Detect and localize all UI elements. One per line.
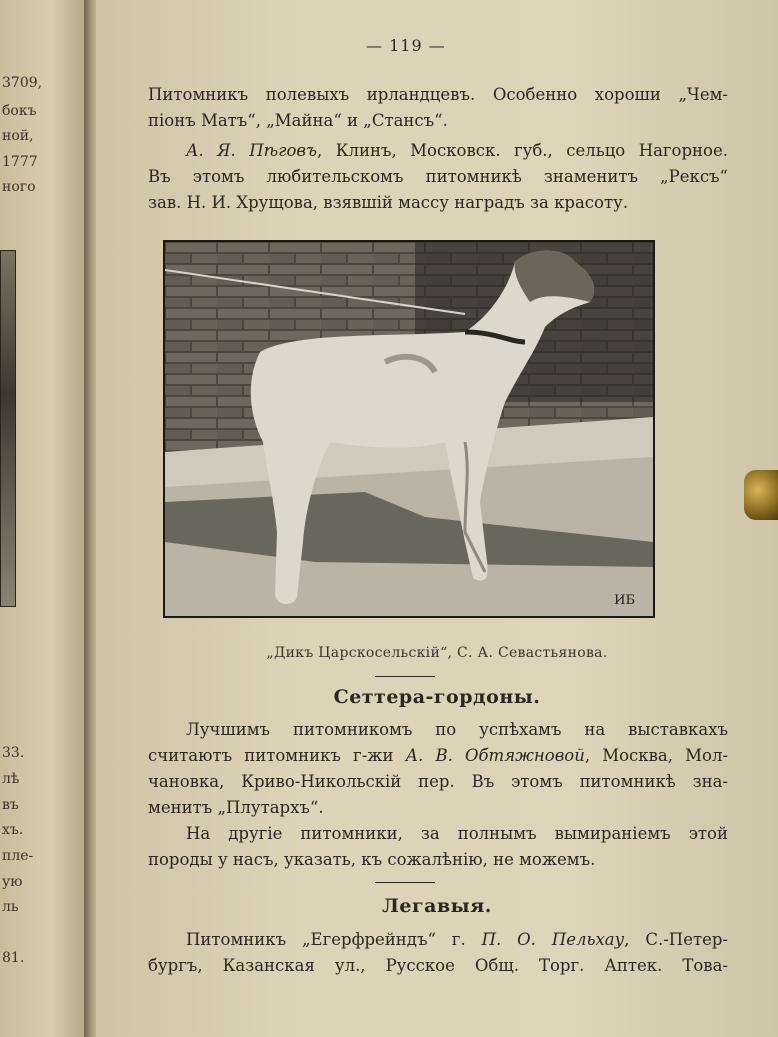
left-page-text: 3709, xyxy=(2,75,43,91)
paragraph-pegov-kennel xyxy=(148,138,728,216)
left-page-text: ль xyxy=(2,899,19,915)
text-line xyxy=(148,927,728,953)
left-page-text: въ xyxy=(2,797,19,813)
paragraph-pointers xyxy=(148,927,728,979)
text-fragment: , Москва, Мол- xyxy=(584,746,729,765)
text-line xyxy=(148,743,728,769)
left-page-text: 1777 xyxy=(2,154,38,170)
paragraph-gordon-setters xyxy=(148,717,728,873)
dog-photograph xyxy=(163,240,655,618)
left-page-text: ую xyxy=(2,874,23,890)
book-page xyxy=(96,0,778,1037)
photo-caption: „Дикъ Царскосельскій“, С. А. Севастьянова. xyxy=(266,645,608,661)
left-page-text: 33. xyxy=(2,745,25,761)
text-line: Лучшимъ питомникомъ по успѣхамъ на выставкахъ xyxy=(186,720,728,739)
section-heading-gordon-setters: Сеттера-гордоны. xyxy=(333,686,541,708)
left-page-text: ного xyxy=(2,179,36,195)
left-page-text: хъ. xyxy=(2,822,24,838)
breeder-name: П. О. Пельхау xyxy=(481,930,625,949)
text-line: Питомникъ полевыхъ ирландцевъ. Особенно хороши „Чем- xyxy=(148,85,728,104)
left-page-photo-edge xyxy=(0,250,16,607)
text-line: піонъ Матъ“, „Майна“ и „Стансъ“. xyxy=(148,111,448,130)
breeder-name: А. В. Обтяжновой xyxy=(405,746,585,765)
text-line: зав. Н. И. Хрущова, взявшій массу наградъ за красоту. xyxy=(148,193,629,212)
text-fragment: , Клинъ, Московск. губ., сельцо Нагорное. xyxy=(317,141,728,160)
text-line: менитъ „Плутархъ“. xyxy=(148,798,324,817)
divider xyxy=(375,676,435,677)
setter-dog-image xyxy=(165,242,653,616)
left-page-text: 81. xyxy=(2,950,25,966)
divider xyxy=(375,882,435,883)
left-page xyxy=(0,0,84,1037)
text-line: чановка, Криво-Никольскій пер. Въ этомъ питомникѣ зна- xyxy=(148,772,728,791)
left-page-text: лѣ xyxy=(2,771,20,787)
text-fragment: Питомникъ „Егерфрейндъ“ г. xyxy=(186,930,482,949)
book-clasp xyxy=(744,470,778,520)
section-heading-pointers: Легавыя. xyxy=(382,895,492,917)
text-fragment: считаютъ питомникъ г-жи xyxy=(148,746,406,765)
text-line: Въ этомъ любительскомъ питомникѣ знаменитъ „Рексъ“ xyxy=(148,167,728,186)
text-line: породы у насъ, указать, къ сожалѣнію, не можемъ. xyxy=(148,850,596,869)
left-page-text: ной, xyxy=(2,128,34,144)
left-page-text: бокъ xyxy=(2,103,37,119)
photo-monogram: ИБ xyxy=(614,593,635,608)
text-line: На другіе питомники, за полнымъ вымираніемъ этой xyxy=(186,824,728,843)
text-line: бургъ, Казанская ул., Русское Общ. Торг. Аптек. Това- xyxy=(148,956,728,975)
text-line xyxy=(148,138,728,164)
left-page-text: пле- xyxy=(2,848,34,864)
text-fragment: , С.-Петер- xyxy=(624,930,728,949)
breeder-name: А. Я. Пѣговъ xyxy=(186,141,318,160)
page-number: — 119 — xyxy=(366,36,446,55)
paragraph-irish-setters xyxy=(148,82,728,134)
